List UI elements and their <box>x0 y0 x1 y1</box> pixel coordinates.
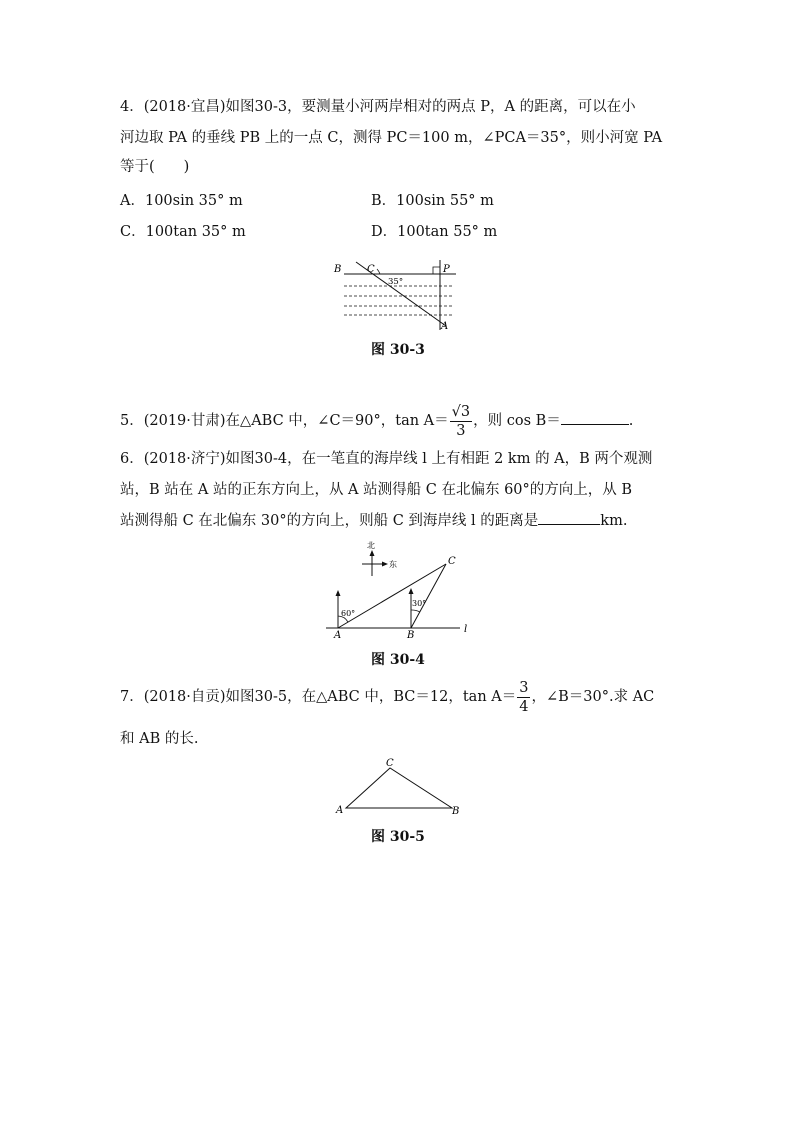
figure-30-4 <box>322 536 482 640</box>
angle-label-60: 60° <box>341 609 356 618</box>
q4-line-1: 4．(2018·宜昌)如图30-3，要测量小河两岸相对的两点 P，A 的距离，可以在小 <box>120 99 636 115</box>
label-b: B <box>334 264 342 275</box>
q7-fraction <box>517 679 530 716</box>
q4-option-a: A．100sin 35° m <box>120 193 243 209</box>
triangle-abc <box>346 768 452 808</box>
figure-30-3 <box>330 258 460 332</box>
q5-text-end: . <box>628 413 634 429</box>
label-c: C <box>367 264 375 275</box>
q6-text-post: km. <box>600 513 628 529</box>
label-b: B <box>407 630 415 640</box>
north-arrow-a-icon <box>336 590 341 596</box>
q7-denominator: 4 <box>519 698 529 715</box>
q7-numerator: 3 <box>519 679 529 696</box>
q4-line-2: 河边取 PA 的垂线 PB 上的一点 C，测得 PC＝100 m，∠PCA＝35°，则小河宽 PA <box>120 130 663 146</box>
label-a: A <box>334 630 342 640</box>
q6-line-3 <box>120 510 627 531</box>
compass-east-arrow-icon <box>382 562 388 567</box>
q6-text-pre: 站测得船 C 在北偏东 30°的方向上，则船 C 到海岸线 l 的距离是 <box>120 513 539 529</box>
caption-30-4: 图 30-4 <box>371 652 425 668</box>
q5-fraction <box>450 403 472 440</box>
q6-line-2: 站，B 站在 A 站的正东方向上，从 A 站测得船 C 在北偏东 60°的方向上，从 B <box>120 482 633 498</box>
north-arrow-b-icon <box>409 588 414 594</box>
q5-text-post: ，则 cos B＝ <box>473 413 561 429</box>
label-a: A <box>336 805 344 816</box>
label-c: C <box>448 556 456 567</box>
angle-arc-35 <box>377 269 380 274</box>
label-c: C <box>386 758 394 769</box>
line-ac <box>338 564 446 628</box>
q5-answer-blank[interactable] <box>561 410 629 425</box>
label-b: B <box>452 806 460 817</box>
label-p: P <box>443 264 450 275</box>
right-angle-mark <box>433 267 440 274</box>
q5-numerator: √3 <box>451 403 471 420</box>
q7-text-pre: 7．(2018·自贡)如图30-5，在△ABC 中，BC＝12，tan A＝ <box>120 689 517 705</box>
line-bc <box>411 564 446 628</box>
compass-north-arrow-icon <box>370 550 375 556</box>
label-l: l <box>464 624 468 635</box>
caption-30-3: 图 30-3 <box>371 342 425 358</box>
angle-label-35: 35° <box>388 277 404 287</box>
compass-north-label: 北 <box>367 541 375 550</box>
q6-answer-blank[interactable] <box>538 510 600 525</box>
q4-option-b: B．100sin 55° m <box>371 193 494 209</box>
label-a: A <box>441 321 449 332</box>
q4-line-3: 等于( ) <box>120 159 190 175</box>
q5-denominator: 3 <box>456 422 466 439</box>
q7-text-post: ，∠B＝30°.求 AC <box>531 689 655 705</box>
compass-east-label: 东 <box>389 560 397 569</box>
q7-line-2: 和 AB 的长. <box>120 731 199 747</box>
angle-label-30: 30° <box>412 599 427 608</box>
caption-30-5: 图 30-5 <box>371 829 425 845</box>
q5-text-pre: 5．(2019·甘肃)在△ABC 中，∠C＝90°，tan A＝ <box>120 413 449 429</box>
q5-line <box>120 401 633 441</box>
figure-30-5 <box>332 756 462 818</box>
q7-line-1 <box>120 677 654 717</box>
angle-arc-30 <box>411 610 420 612</box>
q4-option-d: D．100tan 55° m <box>371 224 498 240</box>
q4-option-c: C．100tan 35° m <box>120 224 246 240</box>
q6-line-1: 6．(2018·济宁)如图30-4，在一笔直的海岸线 l 上有相距 2 km 的 A，B 两个观测 <box>120 451 653 467</box>
